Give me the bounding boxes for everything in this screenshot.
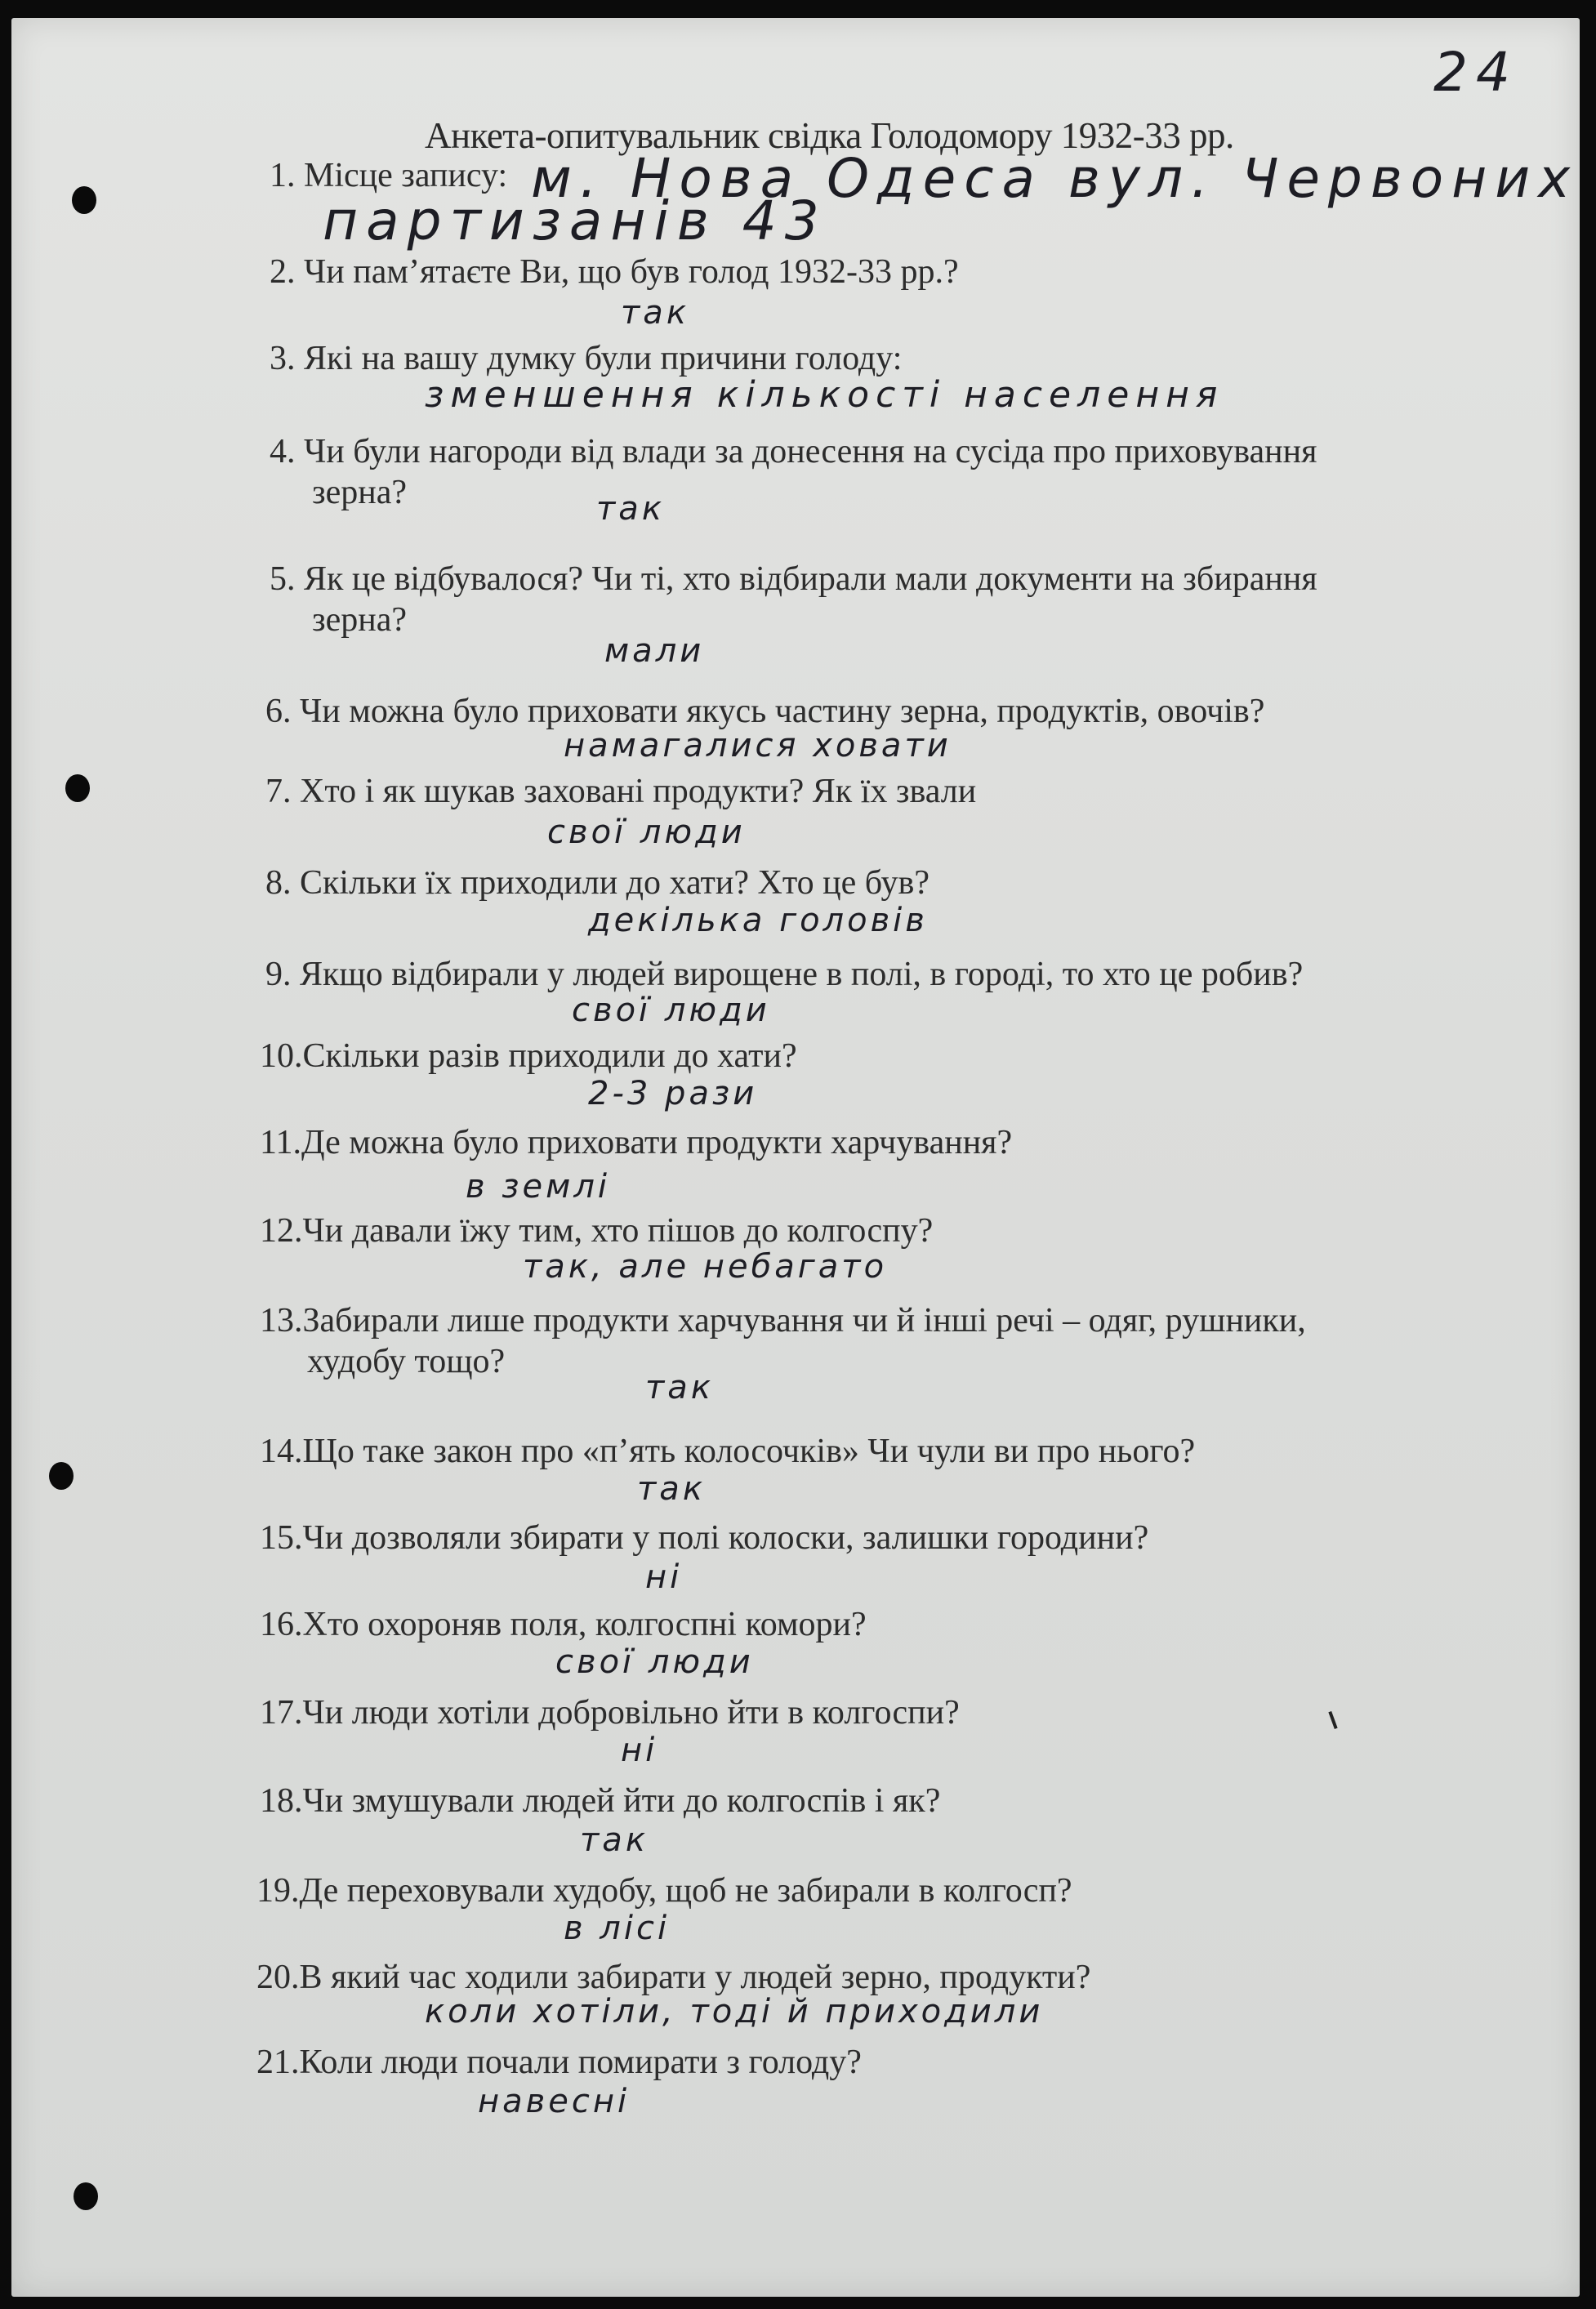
answer-5: мали: [604, 632, 705, 670]
answer-10: 2-3 рази: [588, 1075, 758, 1112]
answer-9: свої люди: [572, 992, 770, 1029]
question-13: 13.Забирали лише продукти харчування чи й інші речі – одяг, рушники,: [260, 1302, 1306, 1339]
answer-1-line2: партизанів 43: [323, 189, 827, 252]
answer-18: так: [580, 1821, 649, 1859]
question-1: 1. Місце запису:: [270, 157, 508, 194]
punch-hole: [74, 2182, 98, 2210]
question-4-cont: зерна?: [312, 474, 407, 511]
answer-20: коли хотіли, тоді й приходили: [425, 1993, 1044, 2030]
answer-14: так: [637, 1470, 706, 1508]
answer-11: в землі: [466, 1168, 611, 1206]
answer-17: ні: [621, 1732, 658, 1769]
answer-6: намагалися ховати: [564, 727, 952, 764]
punch-hole: [72, 186, 96, 214]
question-13-cont: худобу тощо?: [307, 1343, 506, 1380]
question-16: 16.Хто охороняв поля, колгоспні комори?: [260, 1606, 867, 1643]
question-15: 15.Чи дозволяли збирати у полі колоски, залишки городини?: [260, 1519, 1149, 1557]
answer-21: навесні: [478, 2083, 631, 2120]
answer-7: свої люди: [547, 813, 746, 851]
question-11: 11.Де можна було приховати продукти харчування?: [260, 1124, 1013, 1161]
question-19: 19.Де переховували худобу, щоб не забирали в колгосп?: [256, 1872, 1072, 1910]
question-4: 4. Чи були нагороди від влади за донесення на сусіда про приховування: [270, 433, 1317, 470]
answer-19: в лісі: [564, 1910, 671, 1947]
answer-4: так: [596, 490, 665, 528]
question-17: 17.Чи люди хотіли добровільно йти в колгоспи?: [260, 1694, 960, 1732]
question-2: 2. Чи пам’ятаєте Ви, що був голод 1932-33 рр.?: [270, 253, 959, 291]
answer-13: так: [645, 1369, 714, 1406]
question-20: 20.В який час ходили забирати у людей зерно, продукти?: [256, 1959, 1091, 1996]
question-7: 7. Хто і як шукав заховані продукти? Як їх звали: [265, 773, 977, 810]
question-10: 10.Скільки разів приходили до хати?: [260, 1037, 797, 1075]
question-3: 3. Які на вашу думку були причини голоду:: [270, 340, 903, 377]
question-9: 9. Якщо відбирали у людей вирощене в полі, в городі, то хто це робив?: [265, 956, 1304, 993]
question-14: 14.Що таке закон про «п’ять колосочків» Чи чули ви про нього?: [260, 1433, 1196, 1470]
answer-8: декілька головів: [588, 902, 928, 939]
question-8: 8. Скільки їх приходили до хати? Хто це був?: [265, 864, 930, 902]
answer-15: ні: [645, 1558, 683, 1596]
answer-2: так: [621, 294, 689, 332]
page-number: 24: [1433, 41, 1518, 104]
answer-1-line1: м. Нова Одеса вул. Червоних: [531, 147, 1579, 210]
punch-hole: [65, 774, 90, 802]
question-12: 12.Чи давали їжу тим, хто пішов до колгоспу?: [260, 1212, 934, 1250]
question-21: 21.Коли люди почали помирати з голоду?: [256, 2044, 862, 2081]
question-6: 6. Чи можна було приховати якусь частину зерна, продуктів, овочів?: [265, 693, 1265, 730]
question-18: 18.Чи змушували людей йти до колгоспів і як?: [260, 1782, 941, 1820]
question-5: 5. Як це відбувалося? Чи ті, хто відбирали мали документи на збирання: [270, 560, 1317, 598]
answer-3: зменшення кількості населення: [425, 374, 1224, 416]
answer-16: свої люди: [555, 1643, 754, 1681]
punch-hole: [49, 1462, 74, 1490]
question-5-cont: зерна?: [312, 601, 407, 639]
answer-12: так, але небагато: [523, 1248, 888, 1286]
document-title: Анкета-опитувальник свідка Голодомору 1932-33 рр.: [425, 115, 1234, 156]
